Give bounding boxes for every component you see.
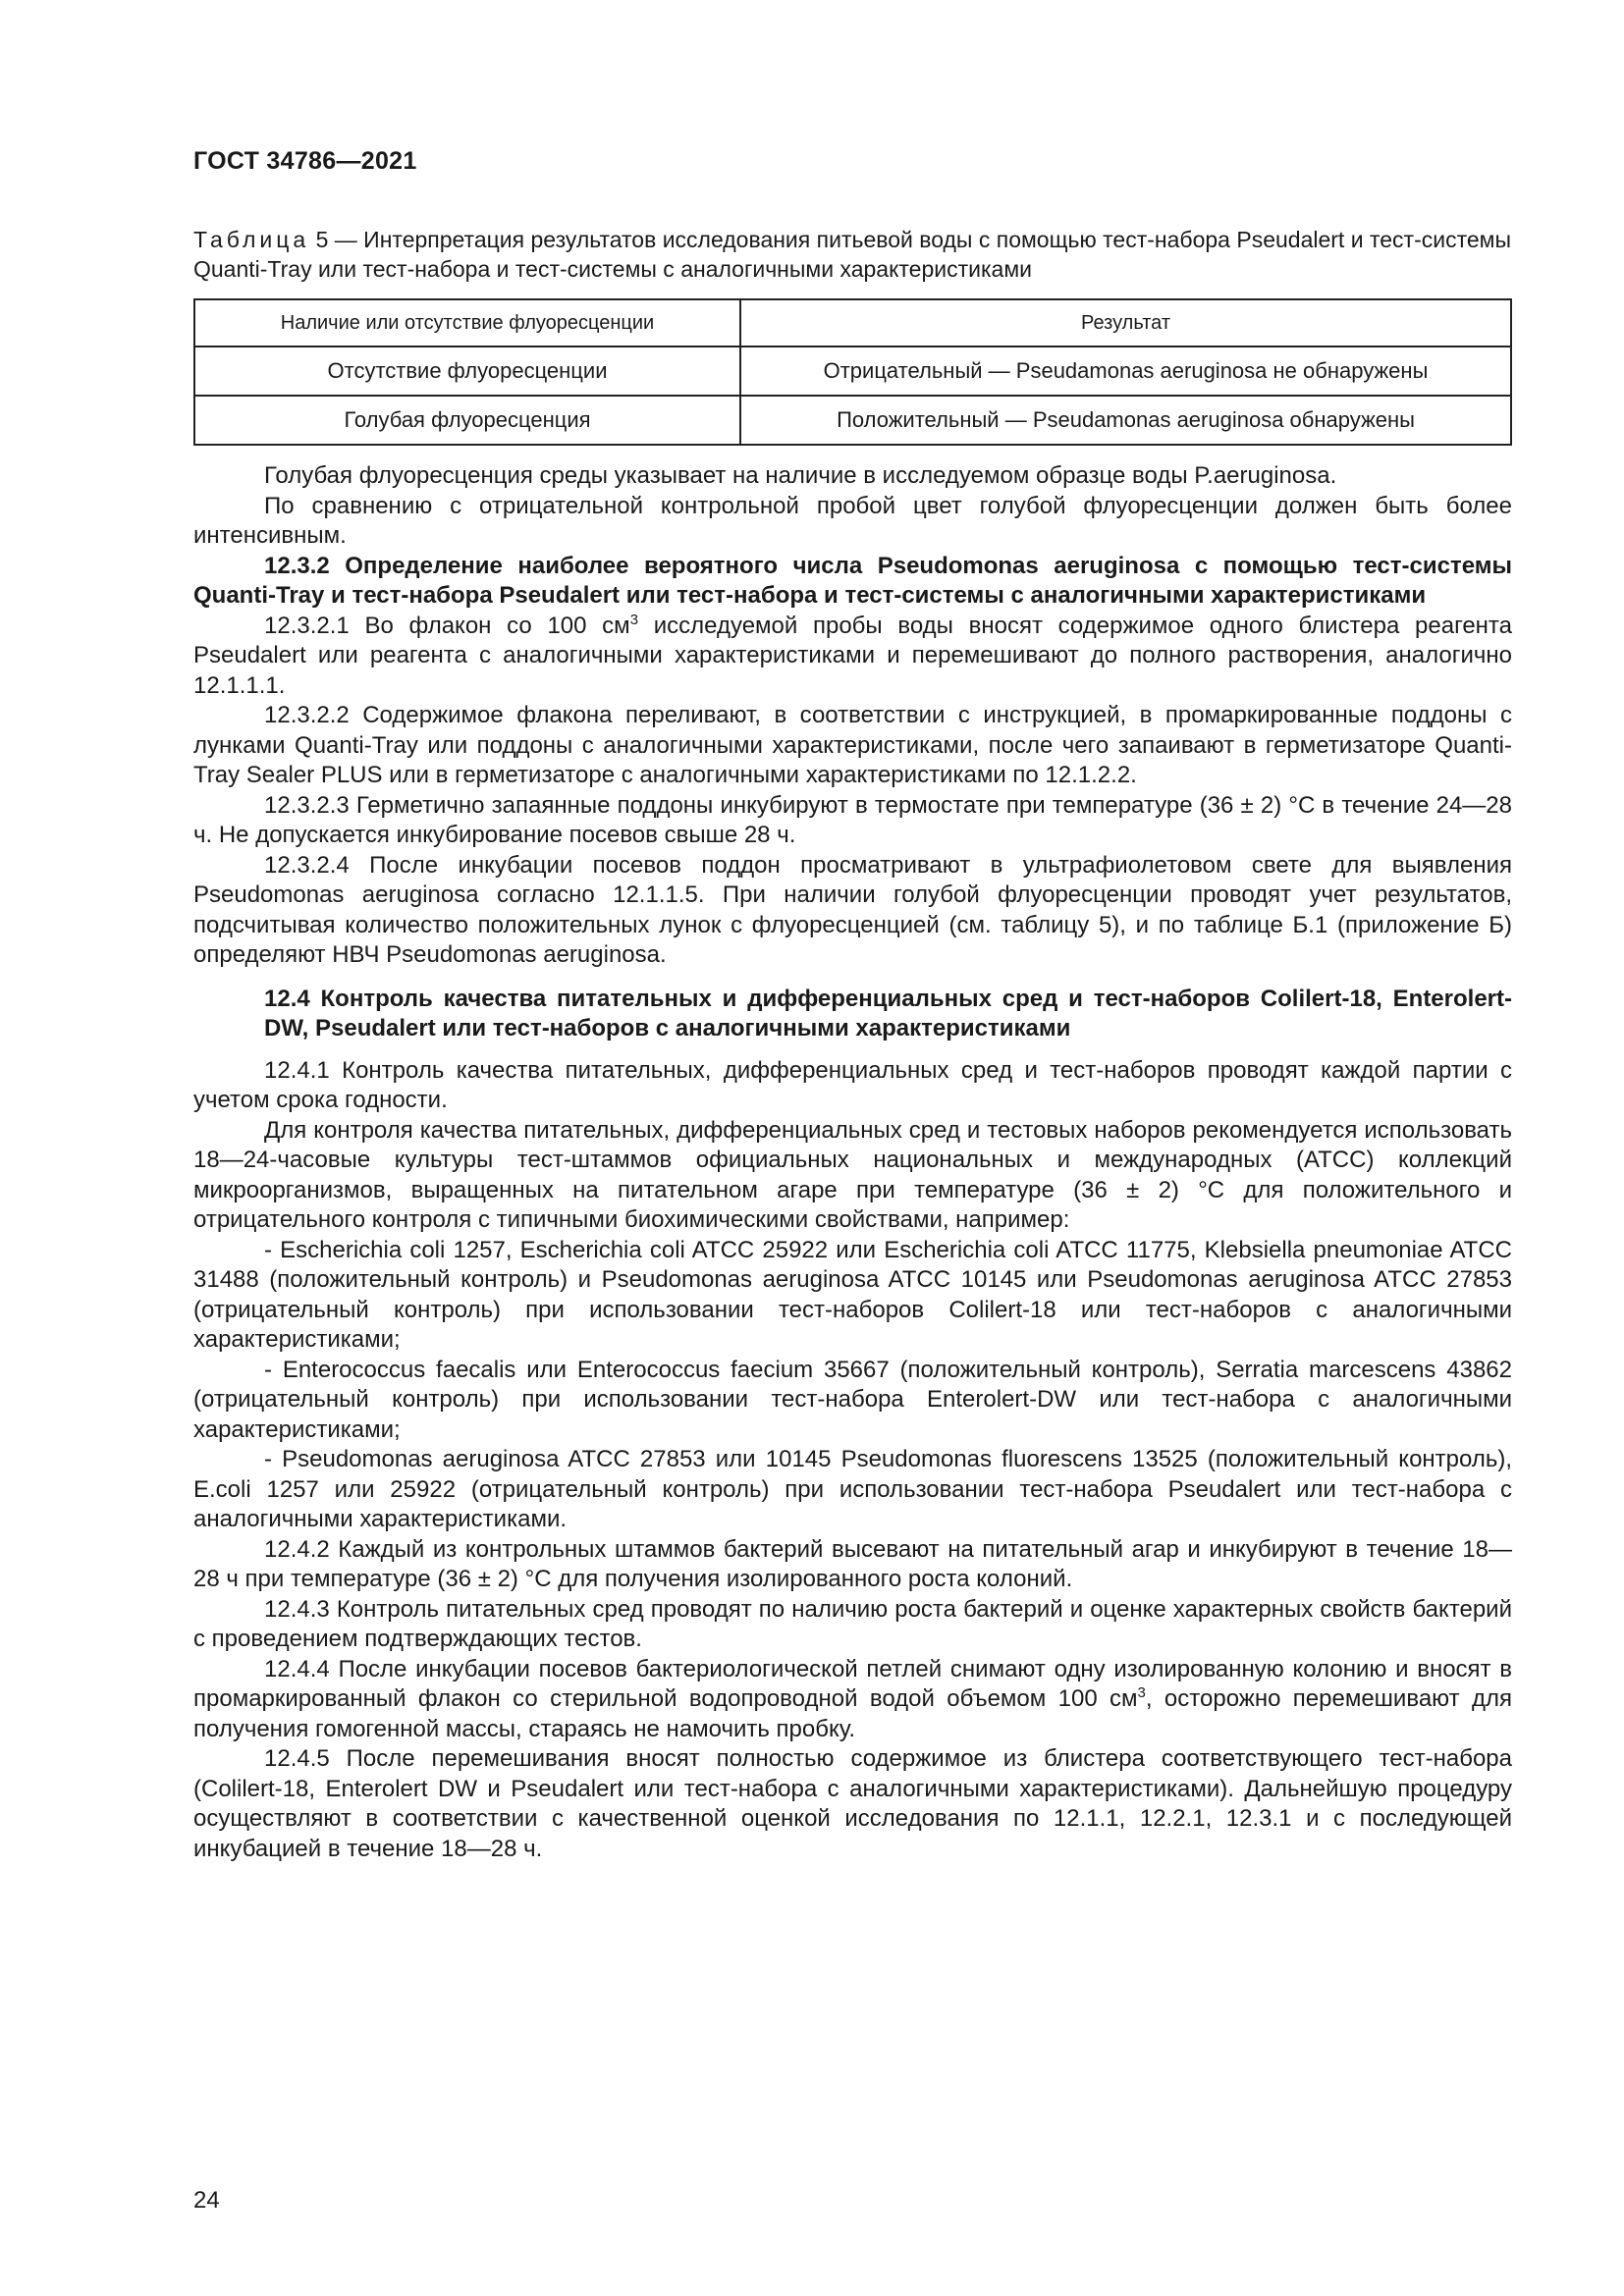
paragraph: 12.3.2.4 После инкубации посевов поддон просматривают в ультрафиолетовом свете для выявления Pseudomonas aeruginosa согласно 12.1.1.5. При наличии голубой флуоресценции проводят учет результатов, подсчитывая количество положительных лунок с флуоресценцией (см. таблицу 5), и по таблице Б.1 (приложение Б) определяют НВЧ Pseudomonas aeruginosa. <box>193 851 1512 968</box>
table-row <box>194 347 1511 396</box>
paragraph: 12.4.3 Контроль питательных сред проводят по наличию роста бактерий и оценке характерных свойств бактерий с проведением подтверждающих тестов. <box>193 1595 1512 1652</box>
table-caption <box>193 225 1511 284</box>
superscript: 3 <box>629 611 639 628</box>
table-header-cell: Наличие или отсутствие флуоресценции <box>194 299 740 347</box>
table-header-row <box>194 299 1511 347</box>
list-item: - Escherichia coli 1257, Escherichia coli ATCC 25922 или Escherichia coli ATCC 11775, Klebsiella pneumoniae ATCC 31488 (положительный контроль) и Pseudomonas aeruginosa ATCC 10145 или Pseudomonas aeruginosa ATCC 27853 (отрицательный контроль) при использовании тест-наборов Colilert-18 или тест-наборов с аналогичными характеристиками; <box>193 1236 1512 1353</box>
table-row <box>194 396 1511 445</box>
paragraph: 12.4.2 Каждый из контрольных штаммов бактерий высевают на питательный агар и инкубируют в течение 18—28 ч при температуре (36 ± 2) °С для получения изолированного роста колоний. <box>193 1535 1512 1592</box>
paragraph: 12.3.2.2 Содержимое флакона переливают, в соответствии с инструкцией, в промаркированные поддоны с лунками Quanti-Tray или поддоны с аналогичными характеристиками, после чего запаивают в герметизаторе Quanti-Tray Sealer PLUS или в герметизаторе с аналогичными характеристиками по 12.1.2.2. <box>193 702 1512 788</box>
paragraph-text: , осторожно перемешивают для получения гомогенной массы, стараясь не намочить пробку. <box>193 1685 1512 1742</box>
paragraph <box>193 612 1512 702</box>
paragraph-text: 12.4.4 После инкубации посевов бактериологической петлей снимают одну изолированную колонию и вносят в промаркированный флакон со стерильной водопроводной водой объемом 100 см <box>193 1655 1512 1712</box>
superscript: 3 <box>1137 1684 1146 1701</box>
paragraph: По сравнению с отрицательной контрольной пробой цвет голубой флуоресценции должен быть более интенсивным. <box>193 492 1512 549</box>
table-cell: Положительный — Pseudamonas aeruginosa обнаружены <box>740 396 1511 445</box>
section-heading-12-3-2: 12.3.2 Определение наиболее вероятного числа Pseudomonas aeruginosa с помощью тест-системы Quanti-Tray и тест-набора Pseudalert или тест-набора и тест-системы с аналогичными характеристиками <box>193 552 1512 609</box>
table-header-cell: Результат <box>740 299 1511 347</box>
list-item: - Enterococcus faecalis или Enterococcus faecium 35667 (положительный контроль), Serratia marcescens 43862 (отрицательный контроль) при использовании тест-набора Enterolert-DW или тест-набора с аналогичными характеристиками; <box>193 1356 1512 1443</box>
paragraph: 12.3.2.3 Герметично запаянные поддоны инкубируют в термостате при температуре (36 ± 2) °С в течение 24—28 ч. Не допускается инкубирование посевов свыше 28 ч. <box>193 791 1512 848</box>
body-text <box>193 461 1512 1864</box>
paragraph-text: исследуемой пробы воды вносят содержимое одного блистера реагента Pseudalert или реагента с аналогичными характеристиками и перемешивают до полного растворения, аналогично 12.1.1.1. <box>193 612 1512 699</box>
paragraph: Голубая флуоресценция среды указывает на наличие в исследуемом образце воды P.aeruginosa. <box>264 462 1337 489</box>
table-cell: Отсутствие флуоресценции <box>194 347 740 396</box>
paragraph: Для контроля качества питательных, дифференциальных сред и тестовых наборов рекомендуется использовать 18—24-часовые культуры тест-штаммов официальных национальных и международных (АТСС) коллекций микроорганизмов, выращенных на питательном агаре при температуре (36 ± 2) °С для положительного и отрицательного контроля с типичными биохимическими свойствами, например: <box>193 1116 1512 1233</box>
table-5 <box>193 298 1512 446</box>
standard-header: ГОСТ 34786—2021 <box>193 147 417 175</box>
table-cell: Голубая флуоресценция <box>194 396 740 445</box>
paragraph-text: 12.3.2.1 Во флакон со 100 см <box>264 612 630 639</box>
table-caption-label: Таблица <box>193 227 310 252</box>
section-heading-12-4: 12.4 Контроль качества питательных и дифференциальных сред и тест-наборов Colilert-18, Enterolert-DW, Pseudalert или тест-наборов с аналогичными характеристиками <box>264 985 1512 1041</box>
list-item: - Pseudomonas aeruginosa ATCC 27853 или 10145 Pseudomonas fluorescens 13525 (положительный контроль), E.coli 1257 или 25922 (отрицательный контроль) при использовании тест-набора Pseudalert или тест-набора с аналогичными характеристиками. <box>193 1446 1512 1532</box>
page-number: 24 <box>193 2187 220 2214</box>
paragraph <box>193 1655 1512 1745</box>
paragraph: 12.4.1 Контроль качества питательных, дифференциальных сред и тест-наборов проводят каждой партии с учетом срока годности. <box>193 1056 1512 1113</box>
paragraph: 12.4.5 После перемешивания вносят полностью содержимое из блистера соответствующего тест-набора (Colilert-18, Enterolert DW и Pseudalert или тест-набора с аналогичными характеристиками). Дальнейшую процедуру осуществляют в соответствии с качественной оценкой исследования по 12.1.1, 12.2.1, 12.3.1 и с последующей инкубацией в течение 18—28 ч. <box>193 1745 1512 1862</box>
table-cell: Отрицательный — Pseudamonas aeruginosa не обнаружены <box>740 347 1511 396</box>
table-caption-text: 5 — Интерпретация результатов исследования питьевой воды с помощью тест-набора Pseudalert и тест-системы Quanti-Tray или тест-набора и тест-системы с аналогичными характеристиками <box>193 227 1511 282</box>
